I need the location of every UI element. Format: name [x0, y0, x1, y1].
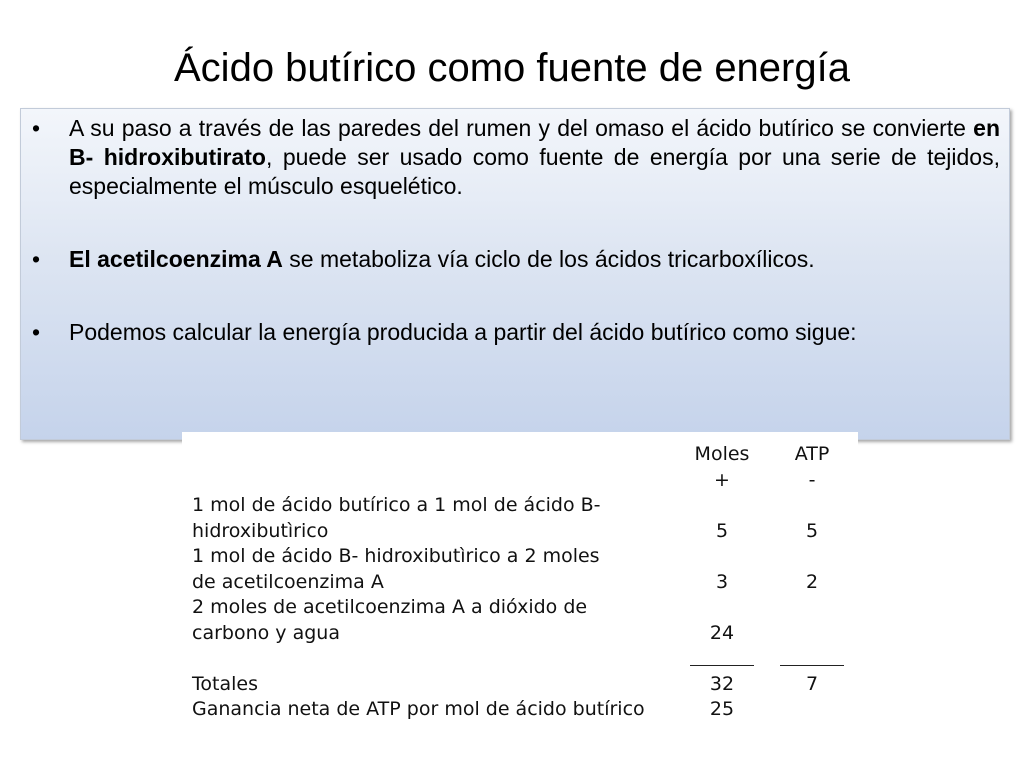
totals-label: Totales: [192, 672, 258, 695]
bullet-item: [28, 245, 1000, 274]
table-cell-atp: [772, 595, 852, 621]
table-cell-moles: 3: [715, 570, 729, 593]
bullet-list: [28, 114, 1000, 347]
table-cell-desc: 2 moles de acetilcoenzima A a dióxido de: [192, 596, 588, 618]
table-cell-moles: [682, 544, 762, 570]
net-gain-row: [192, 697, 852, 723]
totals-row: [192, 672, 852, 698]
bullet-dot-icon: •: [32, 115, 41, 141]
table-cell-atp: [772, 493, 852, 519]
bullet-1-part-3: , puede ser usado como fuente de energía por una serie de tejidos, especialmente el músculo esquelético.: [69, 144, 1000, 199]
table-cell-moles: 5: [715, 519, 729, 542]
table-row: [192, 493, 852, 519]
net-gain-label: Ganancia neta de ATP por mol de ácido butírico: [192, 698, 645, 720]
bullet-3-text: Podemos calcular la energía producida a partir del ácido butírico como sigue:: [69, 319, 857, 345]
table-cell-desc: [192, 442, 682, 468]
energy-table: [192, 442, 852, 723]
table-row: [192, 544, 852, 570]
moles-sign: +: [714, 468, 730, 491]
sum-line-row: [192, 646, 852, 672]
bullet-dot-icon: •: [32, 319, 41, 345]
table-cell-atp: [772, 544, 852, 570]
table-cell-moles: [682, 493, 762, 519]
table-row: [192, 519, 852, 545]
table-row: [192, 621, 852, 647]
column-header-atp: ATP: [794, 443, 830, 465]
bullet-1-part-1: A su paso a través de las paredes del rumen y del omaso el ácido butírico se convierte: [69, 115, 974, 141]
table-sign-row: [192, 468, 852, 494]
table-cell-atp: 5: [805, 519, 819, 542]
table-cell-atp: [772, 621, 852, 647]
net-gain-value: 25: [709, 698, 735, 720]
bullet-dot-icon: •: [32, 246, 41, 272]
table-cell-desc: carbono y agua: [192, 621, 340, 644]
table-row: [192, 570, 852, 596]
table-header-row: [192, 442, 852, 468]
moles-sum-line: [682, 646, 762, 672]
table-cell-moles: [682, 595, 762, 621]
table-cell-desc: 1 mol de ácido B- hidroxibutìrico a 2 moles: [192, 545, 600, 567]
table-cell-desc: 1 mol de ácido butírico a 1 mol de ácido B-: [192, 494, 601, 516]
table-cell-moles: 24: [709, 621, 735, 644]
bullet-2-part-2: se metaboliza vía ciclo de los ácidos tricarboxílicos.: [282, 246, 815, 272]
column-header-moles: Moles: [694, 443, 750, 465]
table-cell-atp: [772, 697, 852, 723]
bullet-item: [28, 114, 1000, 201]
atp-sign: -: [808, 468, 816, 491]
table-row: [192, 595, 852, 621]
table-cell-desc: de acetilcoenzima A: [192, 570, 384, 593]
bullet-2-bold-term: El acetilcoenzima A: [69, 246, 283, 272]
totals-atp: 7: [805, 672, 819, 695]
slide-title: Ácido butírico como fuente de energía: [174, 46, 850, 90]
bullet-item: [28, 318, 1000, 347]
table-cell-desc: hidroxibutìrico: [192, 519, 329, 542]
table-cell-desc: [192, 468, 682, 494]
atp-sum-line: [772, 646, 852, 672]
totals-moles: 32: [709, 672, 735, 695]
bullet-1-bold-term: en B- hidroxibutirato: [69, 115, 1000, 170]
table-cell-atp: 2: [805, 570, 819, 593]
